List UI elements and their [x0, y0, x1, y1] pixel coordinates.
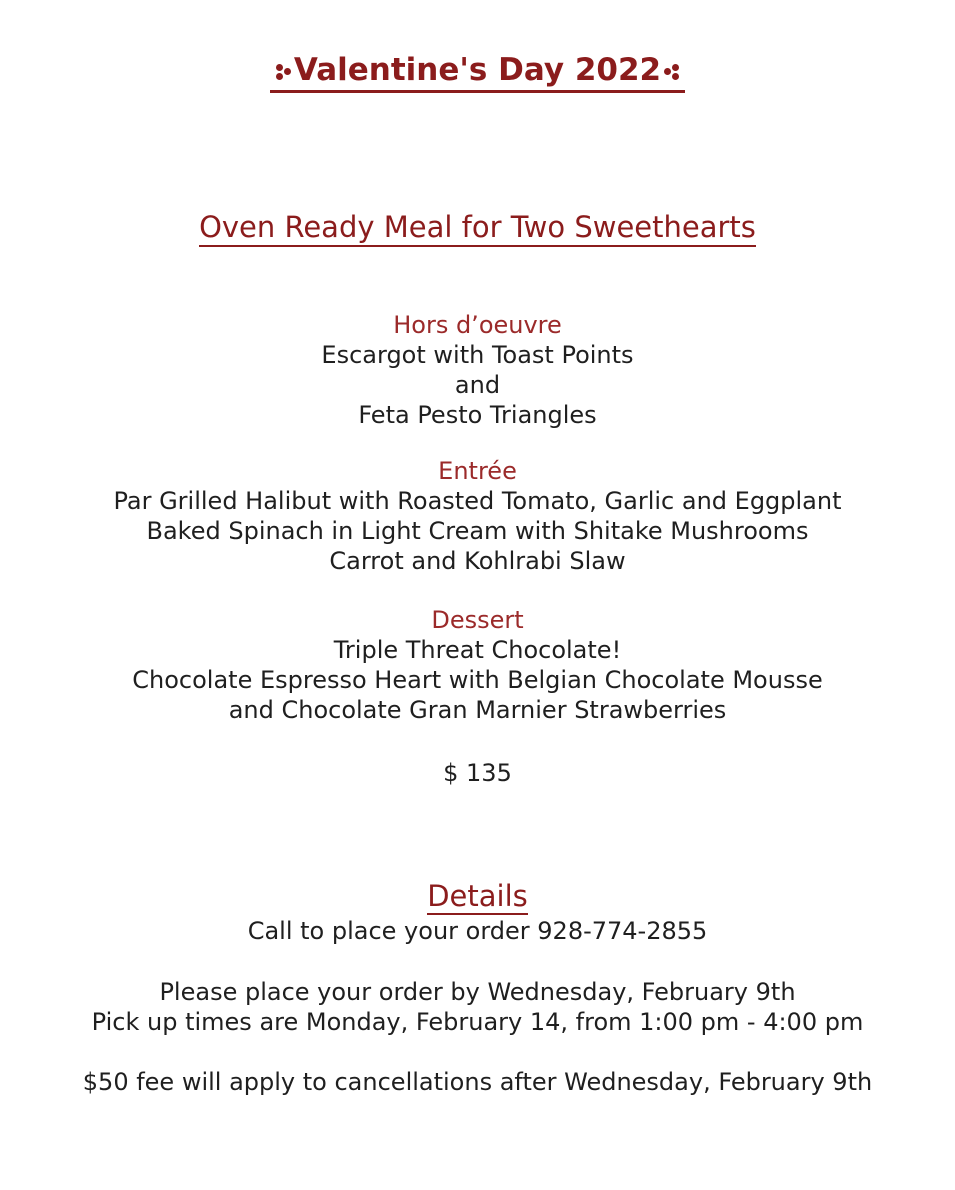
details-heading	[0, 877, 955, 915]
menu-item: and	[454, 371, 501, 399]
pickup-times: Pick up times are Monday, February 14, from 1:00 pm - 4:00 pm	[91, 1008, 864, 1036]
menu-item: Carrot and Kohlrabi Slaw	[329, 547, 626, 575]
heart-ornament-right-icon	[663, 60, 681, 84]
subtitle-text: Oven Ready Meal for Two Sweethearts	[199, 210, 756, 247]
menu-title	[0, 48, 955, 93]
menu-subtitle	[0, 207, 955, 247]
title-underline	[270, 50, 685, 93]
menu-item: Escargot with Toast Points	[321, 341, 634, 369]
section-heading: Entrée	[438, 457, 517, 485]
menu-item: Feta Pesto Triangles	[358, 401, 597, 429]
order-deadline: Please place your order by Wednesday, February 9th	[159, 978, 796, 1006]
section-entree	[0, 456, 955, 576]
heart-ornament-left-icon	[274, 60, 292, 84]
menu-item: Baked Spinach in Light Cream with Shitake Mushrooms	[146, 517, 809, 545]
details-heading-text: Details	[427, 879, 528, 913]
call-to-order: Call to place your order 928-774-2855	[247, 917, 708, 945]
menu-item: Par Grilled Halibut with Roasted Tomato, Garlic and Eggplant	[113, 487, 842, 515]
section-heading: Dessert	[431, 606, 524, 634]
menu-item: and Chocolate Gran Marnier Strawberries	[228, 696, 727, 724]
cancellation-fee: $50 fee will apply to cancellations after Wednesday, February 9th	[82, 1068, 873, 1096]
menu-item: Chocolate Espresso Heart with Belgian Chocolate Mousse	[132, 666, 823, 694]
section-hors-doeuvre	[0, 310, 955, 430]
title-text: Valentine's Day 2022	[293, 52, 662, 88]
section-dessert	[0, 605, 955, 725]
price: $ 135	[443, 759, 512, 787]
menu-item: Triple Threat Chocolate!	[333, 636, 622, 664]
section-heading: Hors d’oeuvre	[393, 311, 562, 339]
